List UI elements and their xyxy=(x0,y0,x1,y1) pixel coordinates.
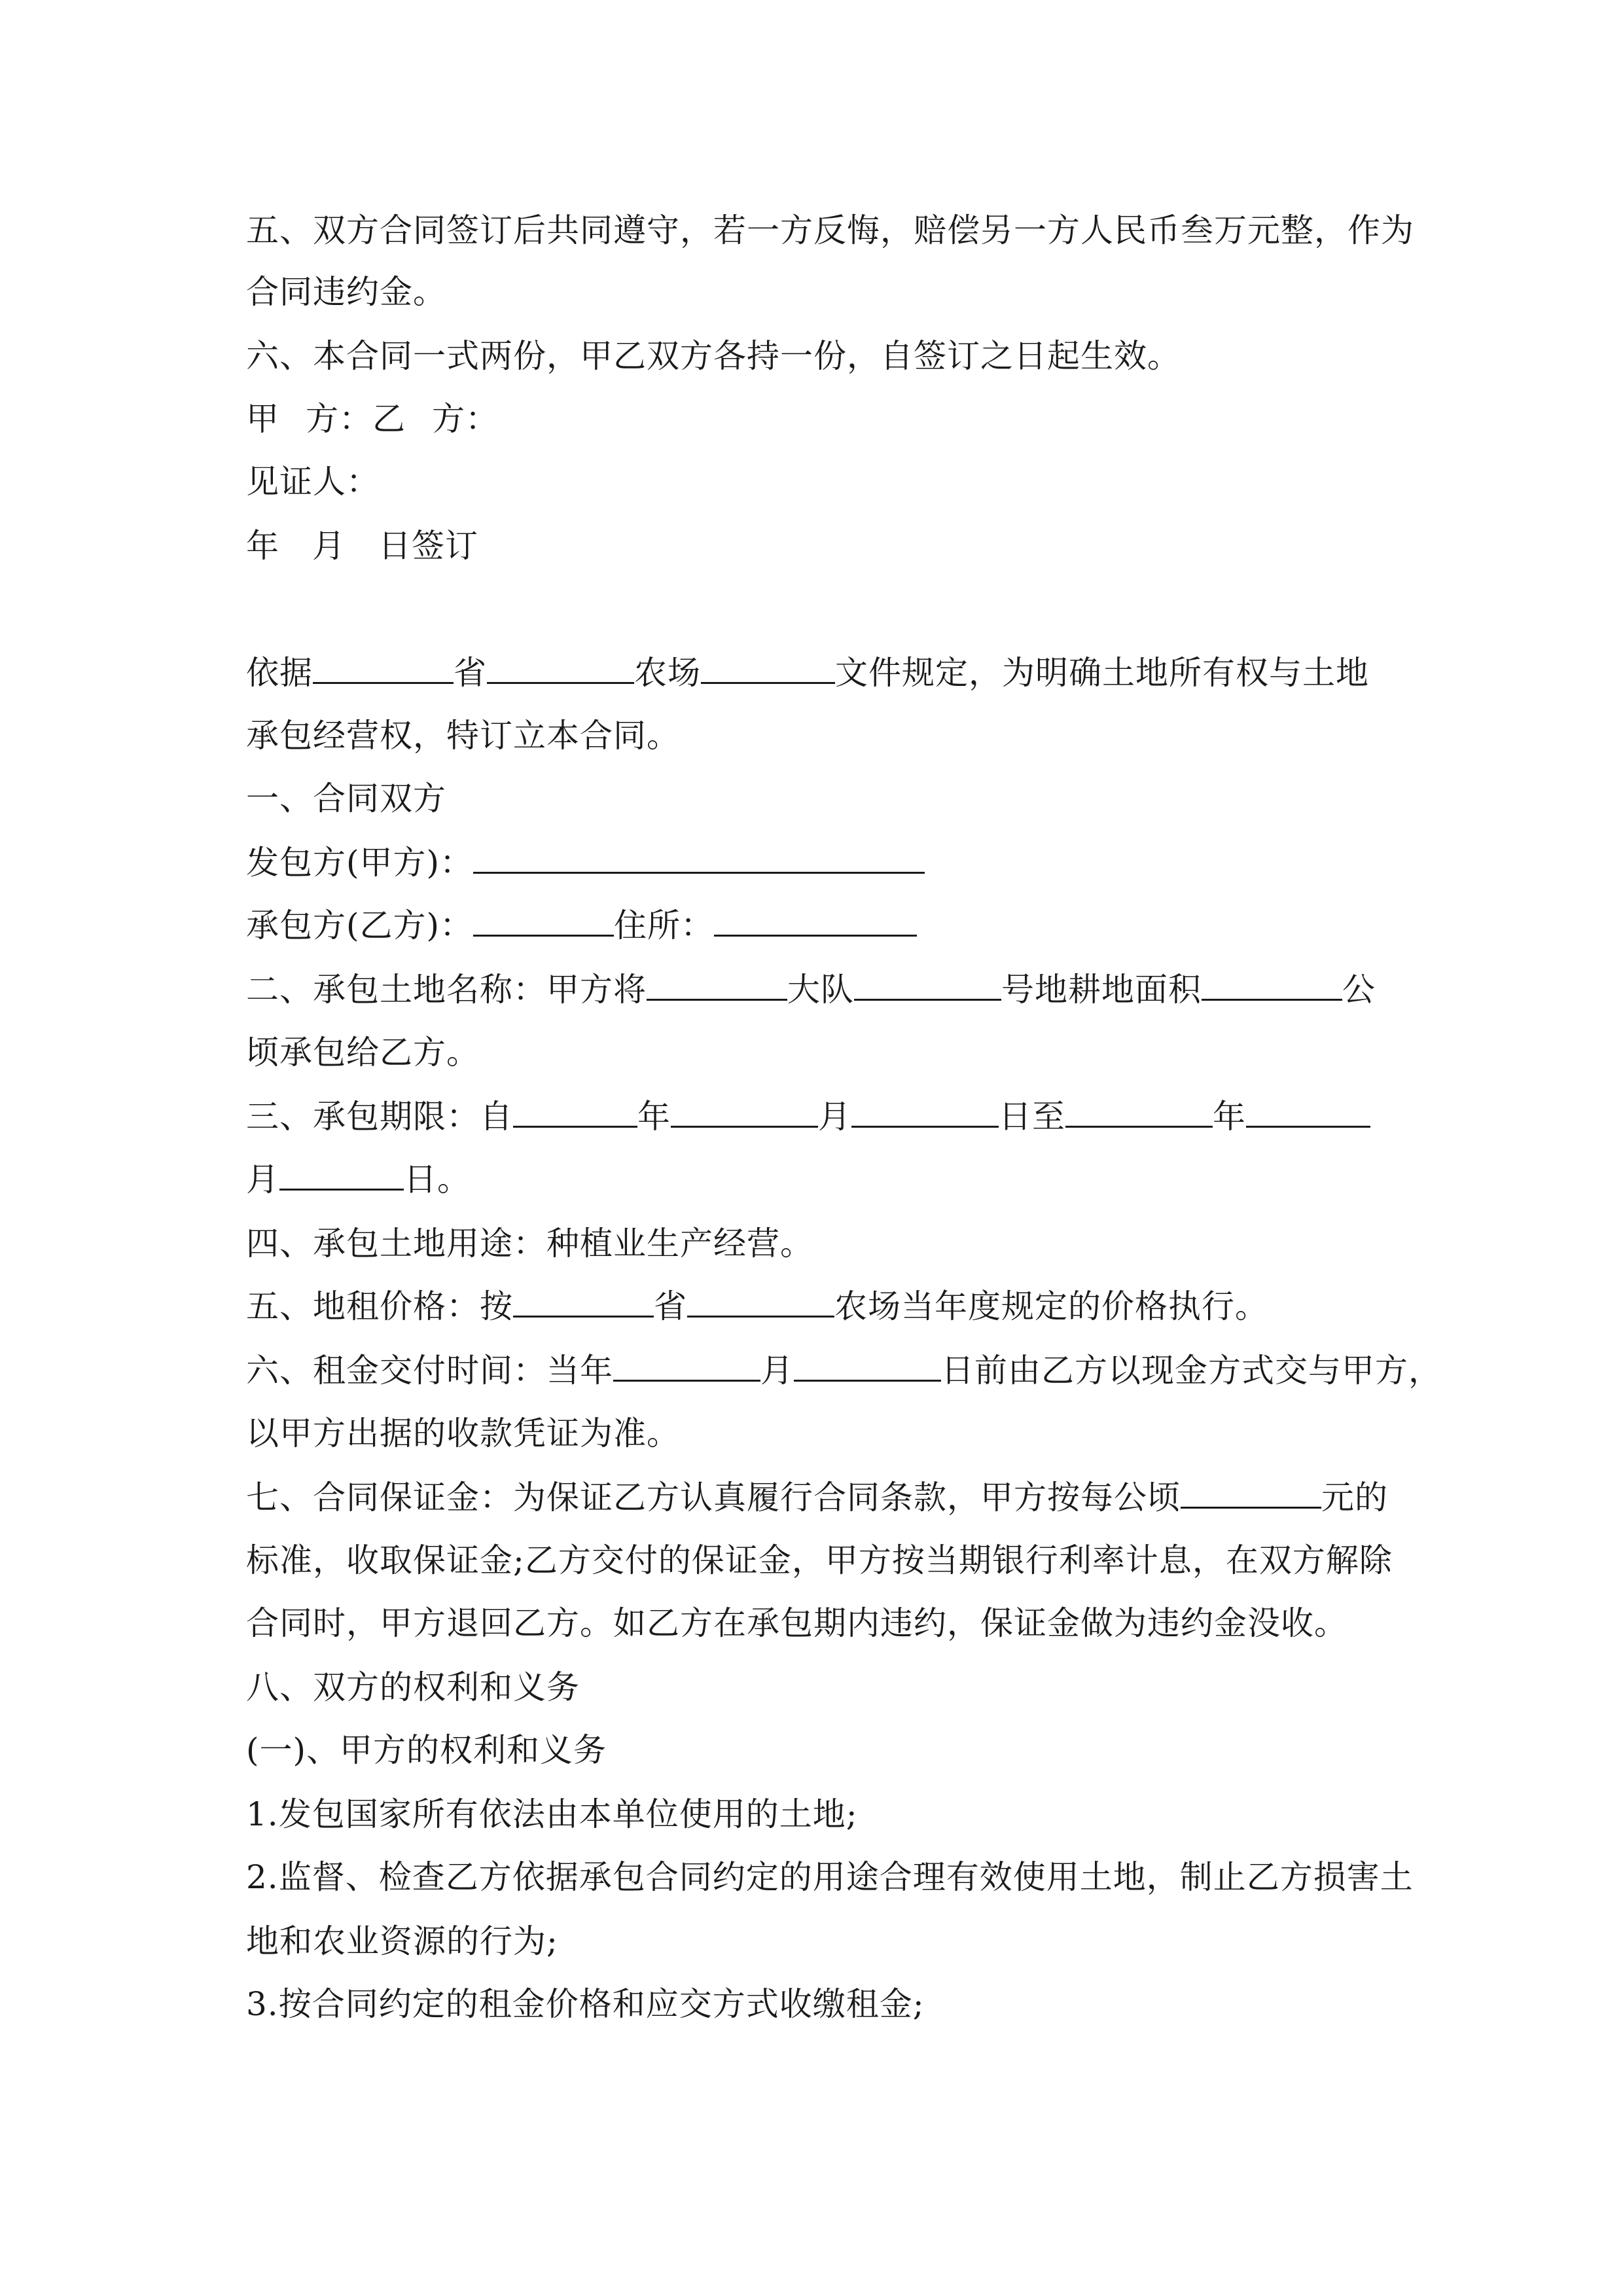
party-b-colon: 方： xyxy=(432,400,499,438)
term-month-1: 月 xyxy=(818,1098,851,1136)
payment-text-1: 六、租金交付时间：当年 xyxy=(246,1352,613,1390)
preamble-line xyxy=(246,653,1369,692)
blank-field[interactable] xyxy=(671,1097,818,1128)
section-5-line xyxy=(246,1287,1268,1326)
section-6-cont: 以甲方出据的收款凭证为准。 xyxy=(246,1414,680,1452)
rent-text-1: 五、地租价格：按 xyxy=(246,1287,513,1325)
clause-5-penalty: 五、双方合同签订后共同遵守，若一方反悔，赔偿另一方人民币叁万元整，作为 xyxy=(246,211,1414,249)
deposit-text-2: 元的 xyxy=(1321,1479,1388,1516)
section-8-sub-1: (一)、甲方的权利和义务 xyxy=(246,1731,607,1769)
blank-field[interactable] xyxy=(701,653,835,684)
land-name-text-3: 号地耕地面积 xyxy=(1001,971,1202,1009)
preamble-text-1: 依据 xyxy=(246,654,313,692)
section-2-cont: 顷承包给乙方。 xyxy=(246,1033,480,1071)
month-label: 月 xyxy=(312,527,346,565)
contractee-label: 承包方(乙方)： xyxy=(246,906,474,944)
term-day-to: 日至 xyxy=(999,1098,1065,1136)
section-8-item-2: 2.监督、检查乙方依据承包合同约定的用途合理有效使用土地，制止乙方损害土 xyxy=(246,1858,1414,1896)
blank-field[interactable] xyxy=(687,1287,834,1318)
year-label: 年 xyxy=(246,527,279,565)
blank-field[interactable] xyxy=(1246,1097,1370,1128)
section-1-heading: 一、合同双方 xyxy=(246,780,446,817)
blank-field[interactable] xyxy=(473,906,614,937)
term-month-2: 月 xyxy=(246,1160,279,1198)
clause-5-penalty-cont: 合同违约金。 xyxy=(246,273,446,311)
party-a-label: 甲 xyxy=(246,400,279,438)
day-signed-label: 日签订 xyxy=(378,527,478,565)
term-year-1: 年 xyxy=(637,1098,671,1136)
payment-text-2: 月 xyxy=(760,1352,794,1390)
section-8-item-1: 1.发包国家所有依法由本单位使用的土地; xyxy=(246,1795,858,1833)
party-signature-line xyxy=(246,399,499,439)
sign-date-line xyxy=(246,526,478,565)
section-3-cont xyxy=(246,1160,471,1199)
section-8-item-2-cont: 地和农业资源的行为; xyxy=(246,1922,558,1960)
land-name-text-1: 二、承包土地名称：甲方将 xyxy=(246,971,647,1009)
section-7-line xyxy=(246,1478,1388,1517)
blank-field[interactable] xyxy=(851,1097,999,1128)
contractor-label: 发包方(甲方)： xyxy=(246,844,474,882)
preamble-text-3: 农场 xyxy=(634,654,701,692)
deposit-text-1: 七、合同保证金：为保证乙方认真履行合同条款，甲方按每公顷 xyxy=(246,1479,1181,1516)
blank-field[interactable] xyxy=(854,970,1001,1001)
land-name-text-4: 公 xyxy=(1342,971,1376,1009)
section-7-cont-2: 合同时，甲方退回乙方。如乙方在承包期内违约，保证金做为违约金没收。 xyxy=(246,1604,1347,1642)
section-2-line xyxy=(246,970,1376,1009)
term-day-2: 日。 xyxy=(404,1160,471,1198)
payment-text-3: 日前由乙方以现金方式交与甲方， xyxy=(941,1352,1442,1390)
contractee-line xyxy=(246,906,917,945)
section-8-heading: 八、双方的权利和义务 xyxy=(246,1668,580,1706)
section-8-item-3: 3.按合同约定的租金价格和应交方式收缴租金; xyxy=(246,1985,925,2023)
rent-text-2: 省 xyxy=(654,1287,687,1325)
witness-line: 见证人： xyxy=(246,463,380,501)
blank-field[interactable] xyxy=(487,653,634,684)
blank-field[interactable] xyxy=(513,1097,637,1128)
blank-field[interactable] xyxy=(313,653,454,684)
preamble-cont: 承包经营权，特订立本合同。 xyxy=(246,717,680,755)
section-6-line xyxy=(246,1351,1442,1390)
term-year-2: 年 xyxy=(1213,1098,1246,1136)
blank-field[interactable] xyxy=(714,906,917,937)
rent-text-3: 农场当年度规定的价格执行。 xyxy=(834,1287,1268,1325)
blank-field[interactable] xyxy=(513,1287,654,1318)
contractor-line xyxy=(246,843,925,882)
clause-6-copies: 六、本合同一式两份，甲乙双方各持一份，自签订之日起生效。 xyxy=(246,337,1181,375)
party-b-label: 方：乙 xyxy=(306,400,406,438)
preamble-text-2: 省 xyxy=(454,654,487,692)
blank-field[interactable] xyxy=(794,1351,941,1382)
blank-field[interactable] xyxy=(1202,970,1342,1001)
preamble-text-4: 文件规定，为明确土地所有权与土地 xyxy=(835,654,1369,692)
term-text-1: 三、承包期限：自 xyxy=(246,1098,513,1136)
blank-field[interactable] xyxy=(613,1351,760,1382)
land-name-text-2: 大队 xyxy=(787,971,854,1009)
blank-field[interactable] xyxy=(1065,1097,1213,1128)
blank-field[interactable] xyxy=(473,843,925,874)
blank-field[interactable] xyxy=(1181,1478,1321,1509)
address-label: 住所： xyxy=(614,906,715,944)
section-4-line: 四、承包土地用途：种植业生产经营。 xyxy=(246,1225,813,1263)
blank-field[interactable] xyxy=(279,1160,404,1191)
section-3-line xyxy=(246,1097,1370,1136)
section-7-cont-1: 标准，收取保证金;乙方交付的保证金，甲方按当期银行利率计息，在双方解除 xyxy=(246,1541,1393,1579)
blank-field[interactable] xyxy=(647,970,787,1001)
